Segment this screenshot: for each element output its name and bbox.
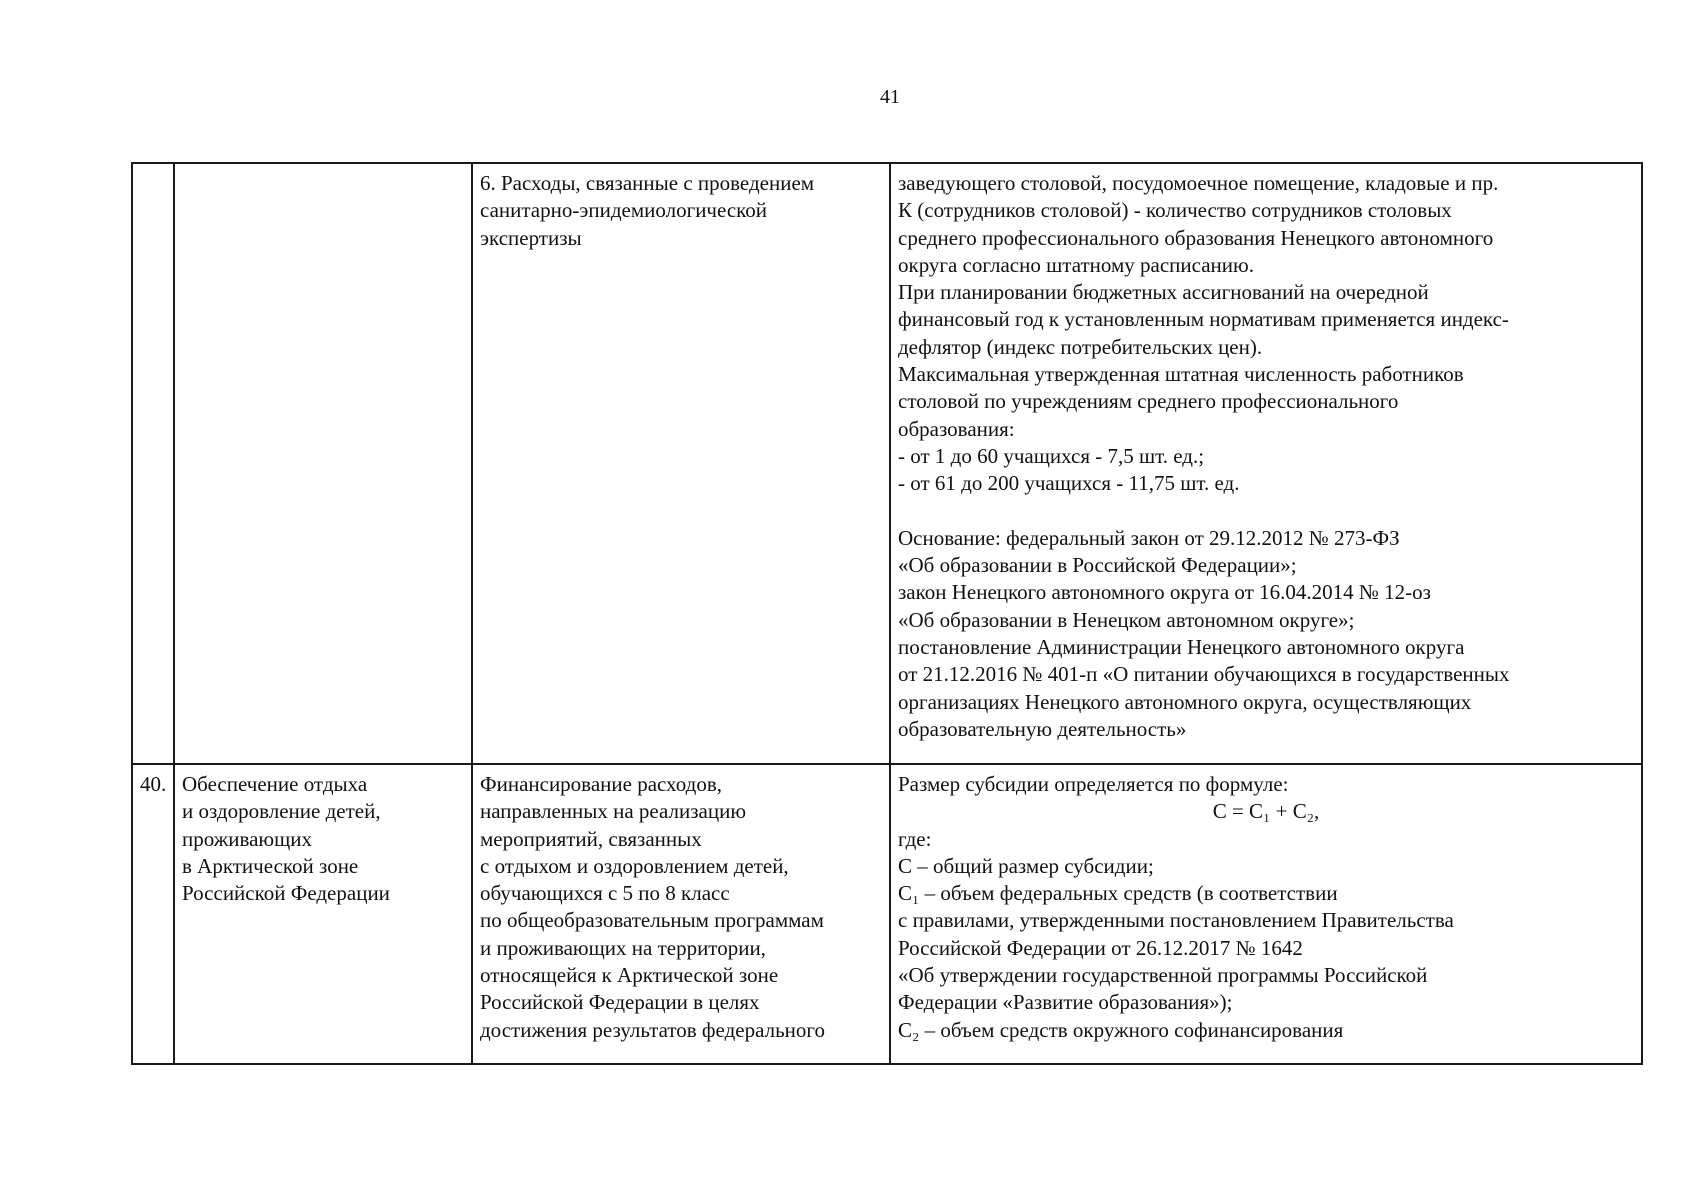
- method-line: Максимальная утвержденная штатная численность работников: [898, 362, 1464, 387]
- method-line: с правилами, утвержденными постановлением Правительства: [898, 908, 1454, 933]
- expense-line: с отдыхом и оздоровлением детей,: [480, 853, 789, 878]
- legal-basis-line: постановление Администрации Ненецкого автономного округа: [898, 635, 1465, 660]
- row-number: 40.: [140, 772, 167, 796]
- blank-line: [898, 498, 1634, 525]
- method-line: столовой по учреждениям среднего профессионального: [898, 389, 1399, 414]
- method-line: «Об утверждении государственной программы Российской: [898, 963, 1428, 988]
- expense-line: относящейся к Арктической зоне: [480, 963, 779, 988]
- name-line: Обеспечение отдыха: [182, 772, 368, 796]
- method-line: С₂ – объем средств окружного софинансирования: [898, 1017, 1344, 1042]
- expense-line: обучающихся с 5 по 8 класс: [480, 881, 730, 906]
- page-number: 41: [880, 86, 900, 108]
- expense-line: мероприятий, связанных: [480, 826, 702, 851]
- method-line: дефлятор (индекс потребительских цен).: [898, 334, 1263, 359]
- calculation-method-cell: [890, 764, 1642, 1064]
- expense-type-cell: [472, 764, 890, 1064]
- method-intro: Размер субсидии определяется по формуле:: [898, 772, 1289, 796]
- method-line: образования:: [898, 416, 1015, 441]
- expense-line: достижения результатов федерального: [480, 1017, 825, 1042]
- legal-basis-line: закон Ненецкого автономного округа от 16.04.2014 № 12-оз: [898, 580, 1431, 605]
- expense-line: по общеобразовательным программам: [480, 908, 824, 933]
- legal-basis-line: образовательную деятельность»: [898, 716, 1187, 741]
- method-line: - от 1 до 60 учащихся - 7,5 шт. ед.;: [898, 443, 1205, 468]
- method-line: - от 61 до 200 учащихся - 11,75 шт. ед.: [898, 471, 1240, 496]
- method-line: финансовый год к установленным нормативам применяется индекс-: [898, 307, 1509, 332]
- table-row: [132, 764, 1642, 1064]
- expense-line: экспертизы: [480, 225, 582, 250]
- legal-basis-line: организациях Ненецкого автономного округа, осуществляющих: [898, 689, 1472, 714]
- method-line: С – общий размер субсидии;: [898, 853, 1154, 878]
- method-line: заведующего столовой, посудомоечное помещение, кладовые и пр.: [898, 171, 1499, 195]
- method-line: среднего профессионального образования Ненецкого автономного: [898, 225, 1494, 250]
- name-line: и оздоровление детей,: [182, 799, 381, 824]
- name-line: в Арктической зоне: [182, 853, 359, 878]
- method-line: Федерации «Развитие образования»);: [898, 990, 1233, 1015]
- expense-line: санитарно-эпидемиологической: [480, 198, 768, 223]
- row-number-cell: [132, 163, 174, 764]
- method-line: К (сотрудников столовой) - количество сотрудников столовых: [898, 198, 1452, 223]
- expense-line: 6. Расходы, связанные с проведением: [480, 171, 815, 195]
- subsidy-formula: С = С₁ + С₂,: [1212, 799, 1320, 824]
- method-line: При планировании бюджетных ассигнований на очередной: [898, 280, 1429, 305]
- expense-type-cell: [472, 163, 890, 764]
- budget-methodology-table: [131, 162, 1643, 1065]
- expense-line: направленных на реализацию: [480, 799, 747, 824]
- row-number-cell: [132, 764, 174, 1064]
- method-line: С₁ – объем федеральных средств (в соответствии: [898, 881, 1338, 906]
- legal-basis-line: Основание: федеральный закон от 29.12.2012 № 273-ФЗ: [898, 525, 1400, 550]
- method-line: округа согласно штатному расписанию.: [898, 252, 1254, 277]
- method-line: Российской Федерации от 26.12.2017 № 1642: [898, 935, 1303, 960]
- expense-name-cell: [174, 764, 472, 1064]
- expense-name-cell: [174, 163, 472, 764]
- legal-basis-line: от 21.12.2016 № 401-п «О питании обучающихся в государственных: [898, 662, 1510, 687]
- expense-line: Финансирование расходов,: [480, 772, 723, 796]
- table-row: [132, 163, 1642, 764]
- name-line: Российской Федерации: [182, 881, 390, 906]
- expense-line: Российской Федерации в целях: [480, 990, 760, 1015]
- legal-basis-line: «Об образовании в Ненецком автономном округе»;: [898, 607, 1355, 632]
- calculation-method-cell: [890, 163, 1642, 764]
- expense-line: и проживающих на территории,: [480, 935, 766, 960]
- legal-basis-line: «Об образовании в Российской Федерации»;: [898, 553, 1297, 578]
- method-line: где:: [898, 826, 932, 851]
- name-line: проживающих: [182, 826, 313, 851]
